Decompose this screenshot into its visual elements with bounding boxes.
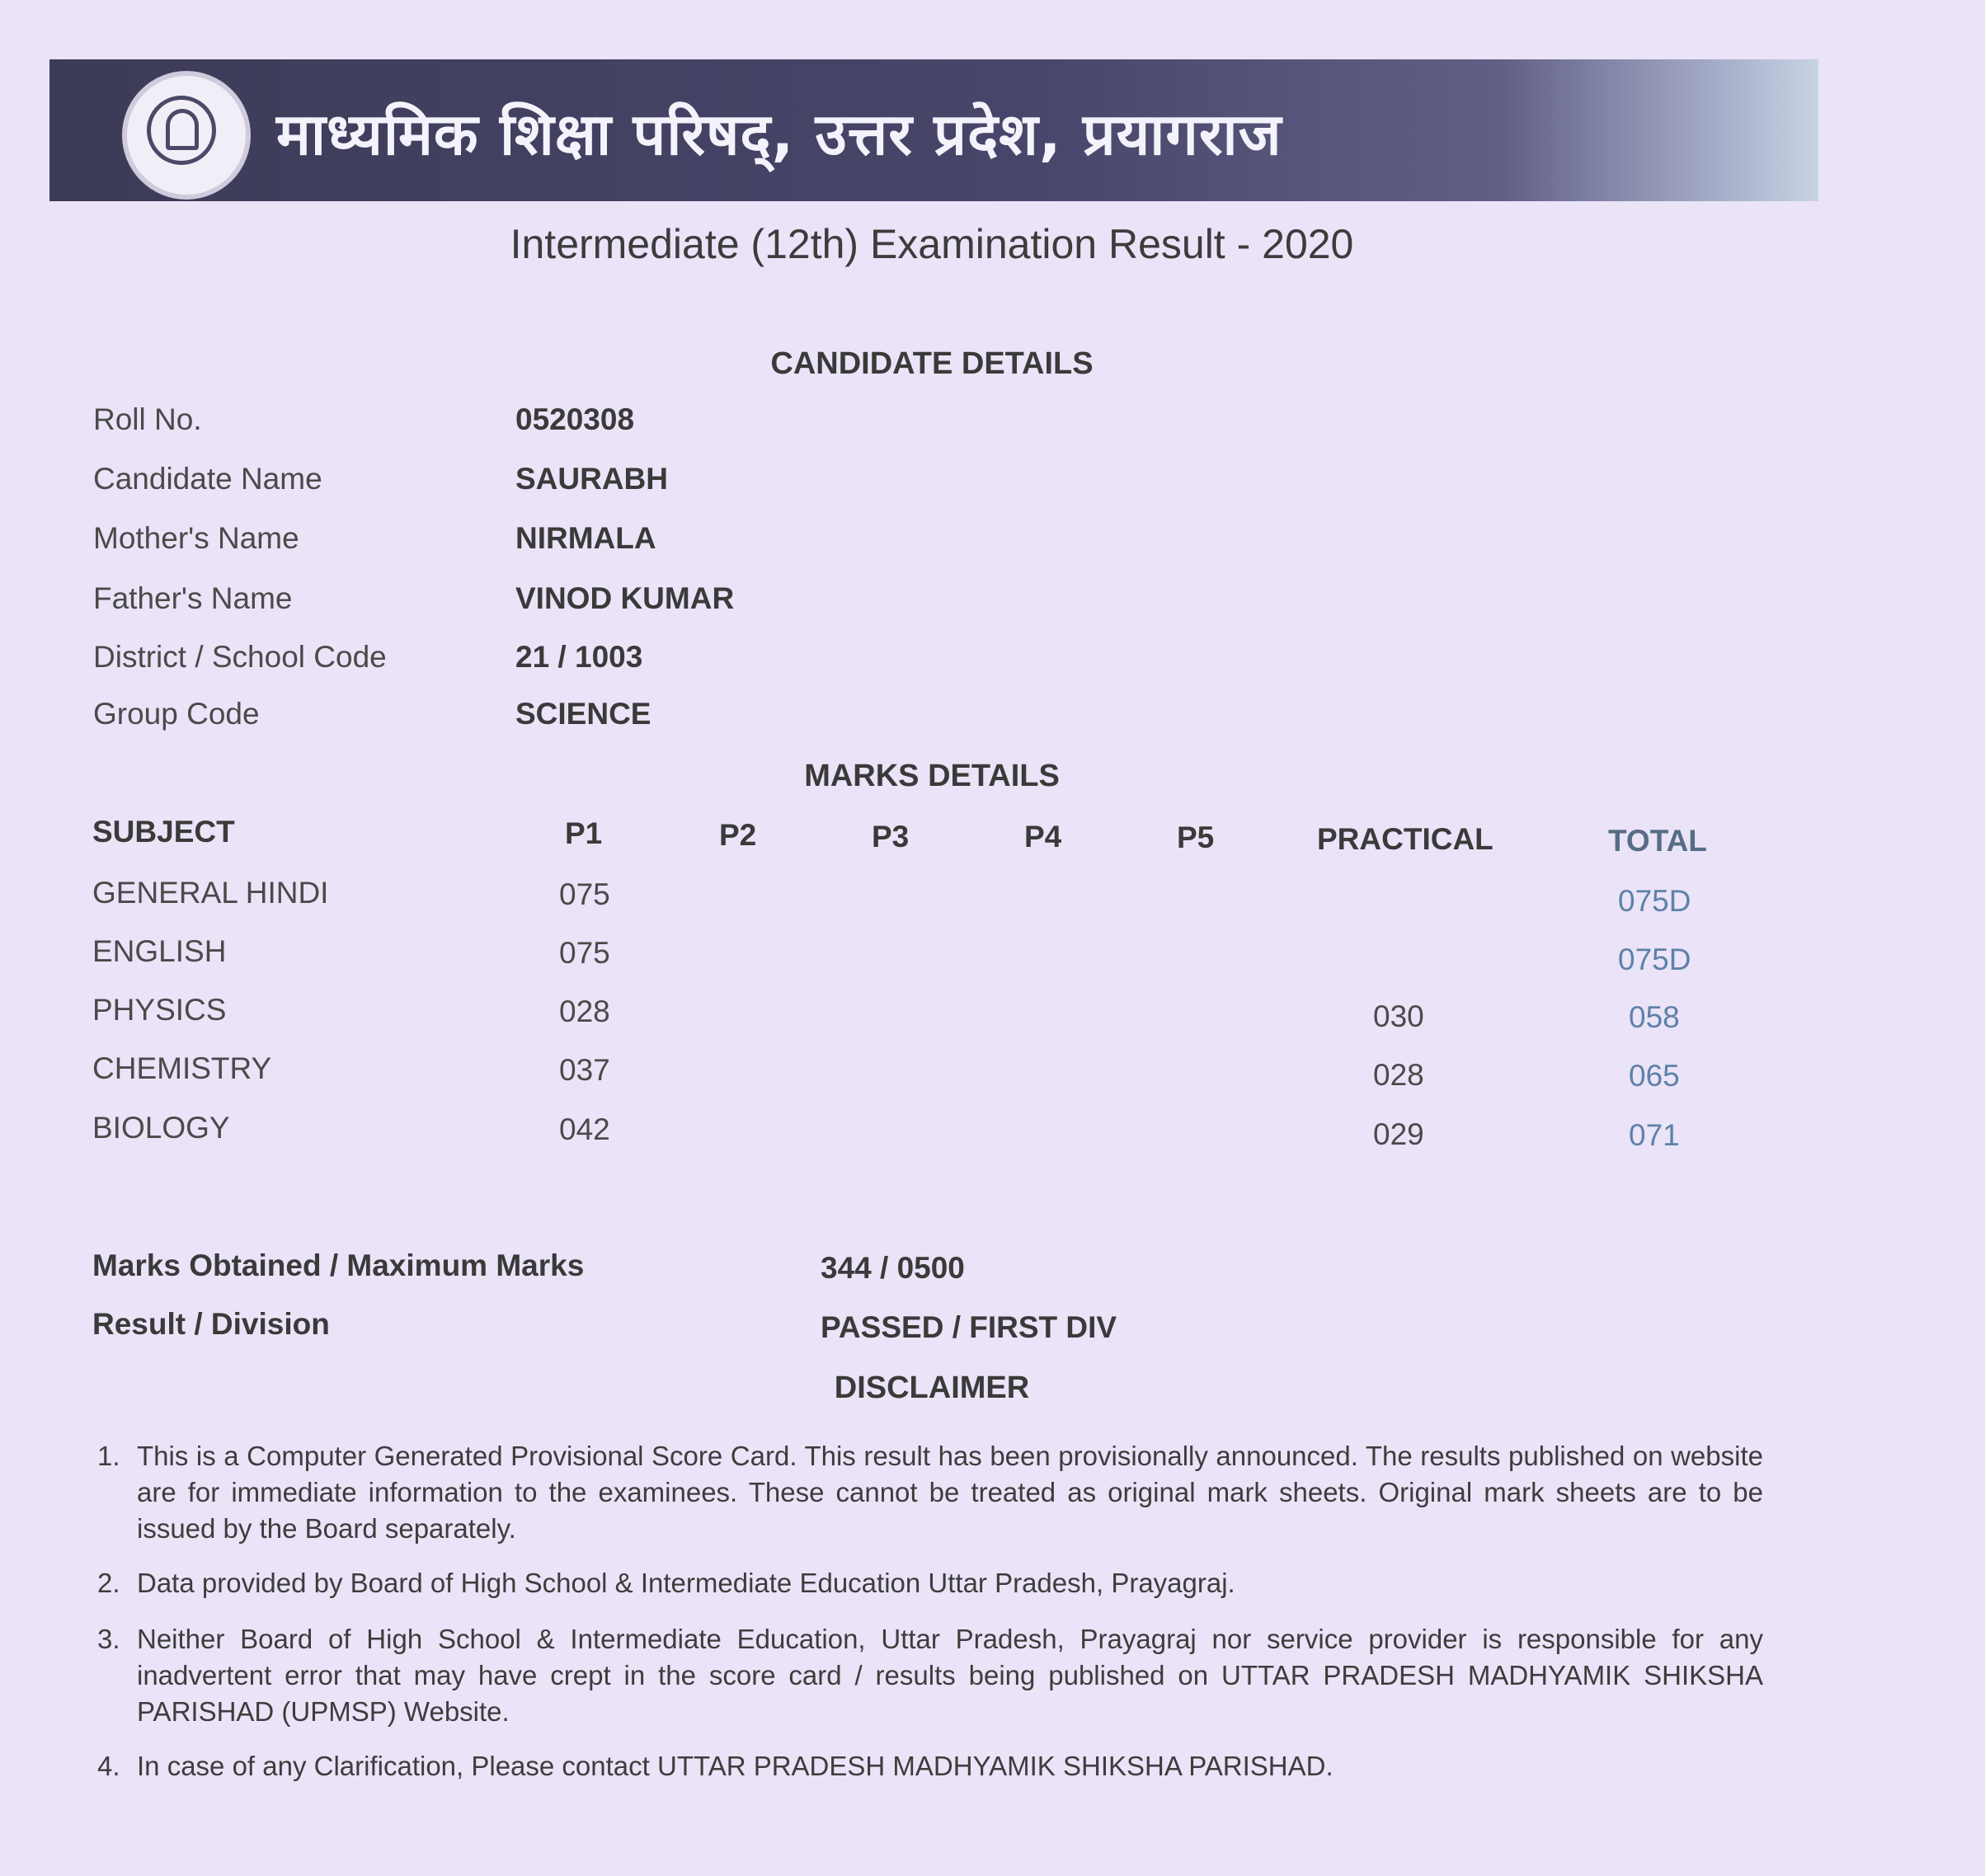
chemistry-practical: 028 (1373, 1058, 1424, 1092)
district-school-code-value: 21 / 1003 (515, 640, 643, 674)
col-p1: P1 (565, 816, 603, 850)
marks-obtained-label: Marks Obtained / Maximum Marks (92, 1248, 585, 1282)
biology-total: 071 (1629, 1118, 1680, 1152)
biology-p1: 042 (559, 1112, 610, 1146)
disclaimer-text: This is a Computer Generated Provisional Score Card. This result has been provisionally announced. The results published on website are for immediate information to the examinees. These cannot be treated as original mark sheets. Original mark sheets are to be issued by the Board separately. (137, 1441, 1763, 1544)
disclaimer-text: Data provided by Board of High School & Intermediate Education Uttar Pradesh, Prayagraj. (137, 1568, 1235, 1598)
father-name-value: VINOD KUMAR (515, 581, 735, 615)
disclaimer-text: Neither Board of High School & Intermediate Education, Uttar Pradesh, Prayagraj nor service provider is responsible for any inadvertent error that may have crept in the score card / results being published on UTTAR PRADESH MADHYAMIK SHIKSHA PARISHAD (UPMSP) Website. (137, 1624, 1763, 1727)
col-p3: P3 (872, 820, 910, 853)
disclaimer-item-4 (97, 1748, 1763, 1784)
col-p2: P2 (719, 818, 757, 852)
mother-name-value: NIRMALA (515, 521, 656, 555)
subject-english: ENGLISH (92, 934, 227, 968)
roll-no-label: Roll No. (93, 402, 202, 436)
exam-title: Intermediate (12th) Examination Result - 2020 (510, 221, 1354, 267)
subject-general-hindi: GENERAL HINDI (92, 876, 329, 910)
result-division-value: PASSED / FIRST DIV (821, 1310, 1117, 1344)
physics-p1: 028 (559, 994, 610, 1028)
disclaimer-number: 2. (97, 1568, 120, 1598)
father-name-label: Father's Name (93, 581, 293, 615)
disclaimer-item-2 (97, 1565, 1763, 1601)
col-p4: P4 (1024, 820, 1062, 853)
candidate-details-heading: CANDIDATE DETAILS (770, 346, 1094, 381)
chemistry-total: 065 (1629, 1059, 1680, 1093)
disclaimer-text: In case of any Clarification, Please contact UTTAR PRADESH MADHYAMIK SHIKSHA PARISHAD. (137, 1751, 1334, 1781)
disclaimer-item-1 (97, 1438, 1763, 1547)
physics-total: 058 (1629, 1000, 1680, 1034)
up-board-seal-icon (122, 71, 251, 200)
col-p5: P5 (1177, 820, 1215, 854)
marks-obtained-value: 344 / 0500 (821, 1251, 965, 1285)
col-total: TOTAL (1608, 824, 1707, 858)
general-hindi-total: 075D (1618, 884, 1691, 918)
board-name: माध्यमिक शिक्षा परिषद्, उत्तर प्रदेश, प्रयागराज (276, 101, 1282, 168)
group-code-label: Group Code (93, 697, 260, 731)
col-subject: SUBJECT (92, 815, 235, 849)
disclaimer-item-3 (97, 1621, 1763, 1730)
chemistry-p1: 037 (559, 1053, 610, 1087)
marks-details-heading: MARKS DETAILS (804, 759, 1060, 793)
disclaimer-heading: DISCLAIMER (834, 1371, 1030, 1405)
candidate-name-value: SAURABH (515, 462, 668, 496)
roll-no-value: 0520308 (515, 402, 635, 436)
disclaimer-number: 1. (97, 1441, 120, 1471)
subject-chemistry: CHEMISTRY (92, 1051, 272, 1085)
general-hindi-p1: 075 (559, 877, 610, 911)
col-practical: PRACTICAL (1317, 822, 1493, 856)
group-code-value: SCIENCE (515, 697, 651, 731)
english-p1: 075 (559, 936, 610, 970)
candidate-name-label: Candidate Name (93, 462, 322, 496)
district-school-code-label: District / School Code (93, 640, 387, 674)
biology-practical: 029 (1373, 1117, 1424, 1151)
disclaimer-number: 4. (97, 1751, 120, 1781)
disclaimer-number: 3. (97, 1624, 120, 1654)
physics-practical: 030 (1373, 999, 1424, 1033)
subject-physics: PHYSICS (92, 993, 227, 1027)
english-total: 075D (1618, 943, 1691, 976)
result-division-label: Result / Division (92, 1307, 330, 1341)
mother-name-label: Mother's Name (93, 521, 299, 555)
subject-biology: BIOLOGY (92, 1111, 230, 1145)
